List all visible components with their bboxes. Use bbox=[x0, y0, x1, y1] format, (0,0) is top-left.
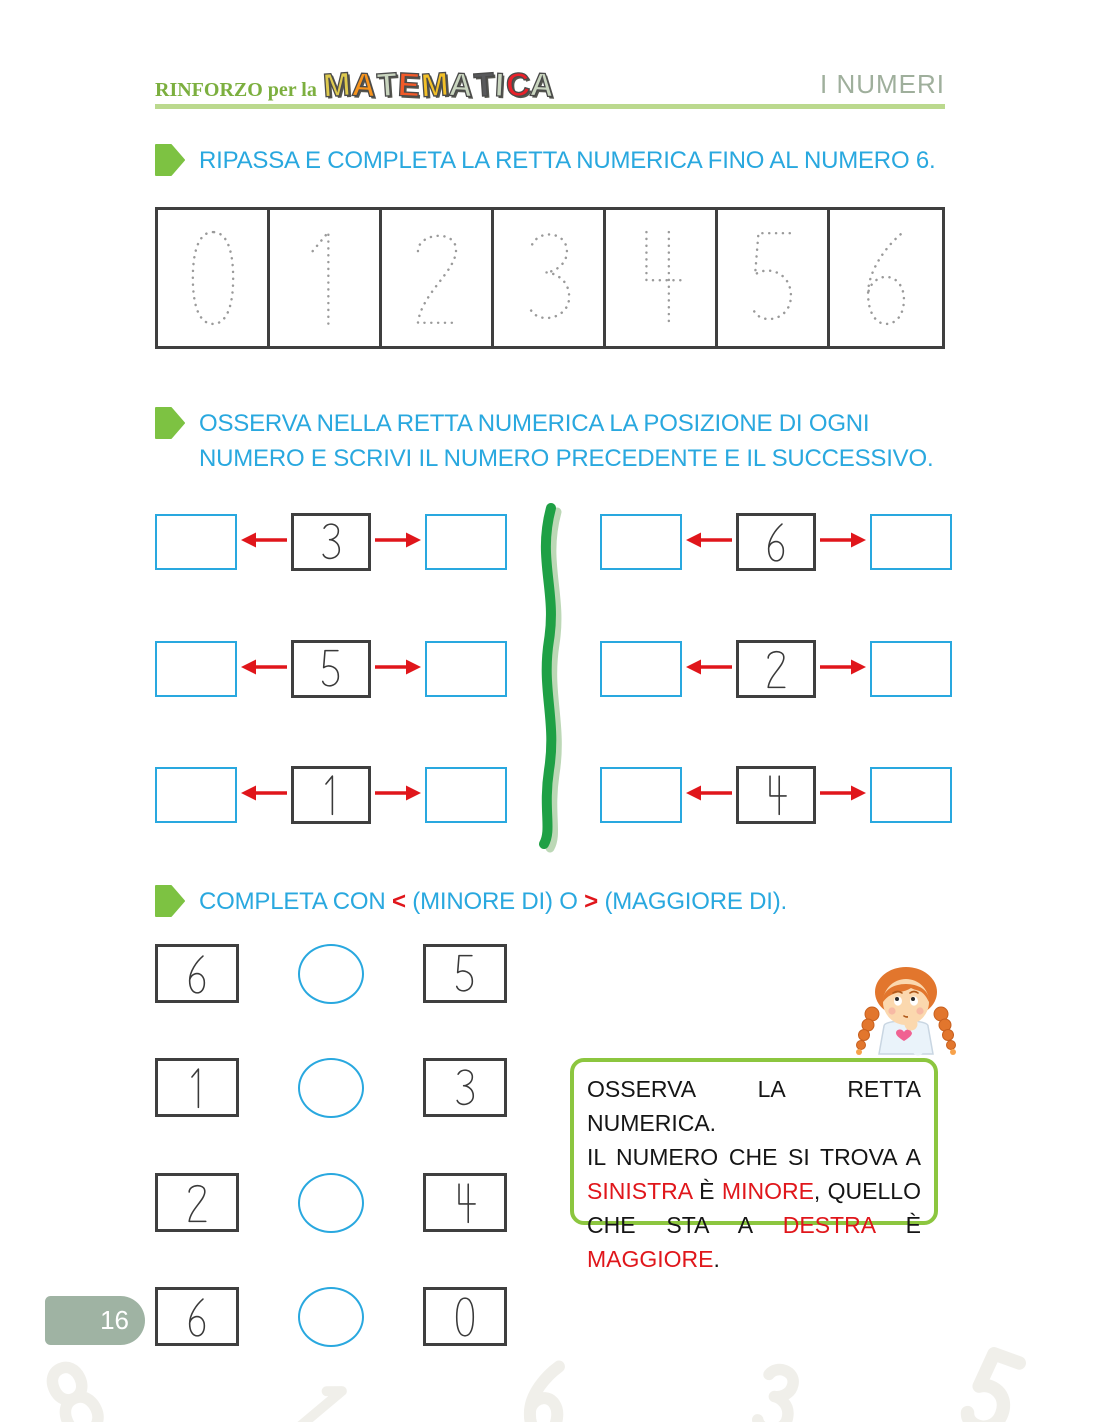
compare-row bbox=[155, 1173, 507, 1232]
brand-letter: I bbox=[494, 65, 506, 104]
exercise2-row bbox=[600, 766, 952, 824]
exercise1-instruction: RIPASSA E COMPLETA LA RETTA NUMERICA FINO AL NUMERO 6. bbox=[199, 147, 936, 174]
trace-digit bbox=[178, 222, 248, 334]
number-box bbox=[291, 766, 371, 824]
brand-letter: T bbox=[472, 65, 496, 104]
trace-digit bbox=[851, 222, 921, 334]
compare-left-box bbox=[155, 944, 239, 1003]
number-digit bbox=[450, 1180, 480, 1226]
brand-prefix: RINFORZO per la bbox=[155, 79, 317, 101]
chapter-label: I NUMERI bbox=[820, 69, 945, 99]
watermark-digit bbox=[947, 1339, 1037, 1422]
hint-segment: È bbox=[691, 1178, 722, 1204]
compare-right-box bbox=[423, 944, 507, 1003]
exercise2-row bbox=[155, 766, 507, 824]
number-digit bbox=[761, 519, 791, 565]
brand-letter: M bbox=[322, 65, 353, 104]
number-digit bbox=[182, 1180, 212, 1226]
brand-letter: A bbox=[529, 65, 556, 104]
brand-word-matematica bbox=[322, 65, 556, 104]
compare-right-box bbox=[423, 1287, 507, 1346]
hint-segment: MAGGIORE bbox=[587, 1246, 714, 1272]
next-number-box[interactable] bbox=[425, 641, 507, 697]
brand-logo bbox=[155, 65, 556, 104]
hint-line bbox=[587, 1208, 921, 1276]
number-digit bbox=[182, 951, 212, 997]
compare-left-box bbox=[155, 1287, 239, 1346]
exercise3-instruction-row bbox=[155, 884, 915, 922]
previous-number-box[interactable] bbox=[155, 641, 237, 697]
number-digit bbox=[450, 951, 480, 997]
watermark-digit bbox=[274, 1369, 359, 1422]
compare-row bbox=[155, 944, 507, 1003]
arrow-left-icon bbox=[686, 658, 732, 681]
hint-segment: DESTRA bbox=[782, 1212, 875, 1238]
arrow-right-icon bbox=[375, 658, 421, 681]
previous-number-box[interactable] bbox=[600, 641, 682, 697]
number-box bbox=[291, 513, 371, 571]
exercise2-instruction-line1: OSSERVA NELLA RETTA NUMERICA LA POSIZIONE DI OGNI bbox=[199, 410, 870, 437]
brand-letter: T bbox=[375, 65, 399, 104]
hint-segment: IL NUMERO CHE SI TROVA A bbox=[587, 1144, 921, 1170]
exercise2-instruction-line2: NUMERO E SCRIVI IL NUMERO PRECEDENTE E IL SUCCESSIVO. bbox=[199, 445, 934, 472]
comparison-symbol: > bbox=[584, 888, 598, 915]
brand-letter: A bbox=[448, 65, 475, 104]
number-digit bbox=[761, 772, 791, 818]
compare-left-box bbox=[155, 1173, 239, 1232]
trace-digit bbox=[626, 222, 696, 334]
hint-box bbox=[570, 1058, 938, 1272]
trace-cell[interactable] bbox=[494, 210, 606, 346]
compare-row bbox=[155, 1058, 507, 1117]
trace-digit bbox=[290, 222, 360, 334]
page-number-tab bbox=[45, 1296, 145, 1345]
arrow-left-icon bbox=[241, 784, 287, 807]
trace-digit bbox=[514, 222, 584, 334]
hint-segment: OSSERVA LA RETTA NUMERICA. bbox=[587, 1076, 921, 1136]
compare-right-box bbox=[423, 1058, 507, 1117]
hint-segment: MINORE bbox=[721, 1178, 814, 1204]
comparison-symbol: < bbox=[392, 888, 406, 915]
arrow-right-icon bbox=[820, 531, 866, 554]
instruction-text-part: COMPLETA CON bbox=[199, 888, 392, 915]
exercise2-row bbox=[155, 513, 507, 571]
next-number-box[interactable] bbox=[425, 514, 507, 570]
number-digit bbox=[761, 646, 791, 692]
number-digit bbox=[450, 1294, 480, 1340]
exercise2-row bbox=[155, 640, 507, 698]
arrow-left-icon bbox=[686, 531, 732, 554]
trace-digit bbox=[402, 222, 472, 334]
number-box bbox=[736, 766, 816, 824]
page-number: 16 bbox=[100, 1305, 129, 1335]
instruction-text-part: (MINORE DI) O bbox=[405, 888, 585, 915]
exercise3-instruction bbox=[199, 884, 787, 919]
number-line bbox=[155, 207, 945, 349]
exercise2-instruction-row bbox=[155, 406, 975, 476]
trace-cell[interactable] bbox=[158, 210, 270, 346]
girl-illustration bbox=[848, 962, 964, 1067]
page-header bbox=[155, 58, 945, 104]
hint-segment: CHE STA A bbox=[587, 1212, 783, 1238]
trace-cell[interactable] bbox=[382, 210, 494, 346]
trace-cell[interactable] bbox=[718, 210, 830, 346]
divider-squiggle bbox=[524, 498, 576, 859]
arrow-bullet-icon bbox=[155, 407, 185, 444]
arrow-right-icon bbox=[820, 784, 866, 807]
next-number-box[interactable] bbox=[425, 767, 507, 823]
hint-segment: È bbox=[874, 1212, 921, 1238]
compare-right-box bbox=[423, 1173, 507, 1232]
trace-digit bbox=[738, 222, 808, 334]
compare-answer-circle[interactable] bbox=[298, 944, 364, 1004]
exercise2-row bbox=[600, 513, 952, 571]
hint-line bbox=[587, 1140, 921, 1174]
watermark-digit bbox=[34, 1351, 117, 1422]
arrow-left-icon bbox=[686, 784, 732, 807]
compare-answer-circle[interactable] bbox=[298, 1058, 364, 1118]
number-digit bbox=[316, 772, 346, 818]
hint-line bbox=[587, 1174, 921, 1208]
brand-letter: E bbox=[396, 65, 421, 104]
number-box bbox=[736, 640, 816, 698]
brand-letter: A bbox=[350, 65, 377, 104]
number-digit bbox=[316, 519, 346, 565]
trace-cell[interactable] bbox=[270, 210, 382, 346]
hint-segment: , QUELLO bbox=[813, 1178, 921, 1204]
number-box bbox=[736, 513, 816, 571]
compare-answer-circle[interactable] bbox=[298, 1173, 364, 1233]
brand-letter: C bbox=[504, 65, 531, 104]
arrow-right-icon bbox=[375, 784, 421, 807]
previous-number-box[interactable] bbox=[155, 514, 237, 570]
number-digit bbox=[450, 1065, 480, 1111]
next-number-box[interactable] bbox=[870, 514, 952, 570]
number-box bbox=[291, 640, 371, 698]
compare-answer-circle[interactable] bbox=[298, 1287, 364, 1347]
previous-number-box[interactable] bbox=[155, 767, 237, 823]
next-number-box[interactable] bbox=[870, 767, 952, 823]
arrow-bullet-icon bbox=[155, 144, 185, 181]
header-rule bbox=[155, 104, 945, 109]
watermark-digit bbox=[742, 1356, 810, 1422]
compare-left-box bbox=[155, 1058, 239, 1117]
watermark-digit bbox=[514, 1354, 575, 1422]
previous-number-box[interactable] bbox=[600, 514, 682, 570]
previous-number-box[interactable] bbox=[600, 767, 682, 823]
trace-cell[interactable] bbox=[606, 210, 718, 346]
number-digit bbox=[316, 646, 346, 692]
hint-segment: . bbox=[713, 1246, 720, 1272]
next-number-box[interactable] bbox=[870, 641, 952, 697]
instruction-text-part: (MAGGIORE DI). bbox=[597, 888, 787, 915]
arrow-left-icon bbox=[241, 658, 287, 681]
number-digit bbox=[182, 1065, 212, 1111]
arrow-right-icon bbox=[820, 658, 866, 681]
hint-line bbox=[587, 1072, 921, 1140]
arrow-right-icon bbox=[375, 531, 421, 554]
number-digit bbox=[182, 1294, 212, 1340]
hint-segment: SINISTRA bbox=[587, 1178, 692, 1204]
compare-row bbox=[155, 1287, 507, 1346]
brand-letter: M bbox=[419, 65, 450, 104]
exercise1-instruction-row bbox=[155, 143, 955, 181]
exercise2-row bbox=[600, 640, 952, 698]
arrow-bullet-icon bbox=[155, 885, 185, 922]
trace-cell[interactable] bbox=[830, 210, 942, 346]
arrow-left-icon bbox=[241, 531, 287, 554]
